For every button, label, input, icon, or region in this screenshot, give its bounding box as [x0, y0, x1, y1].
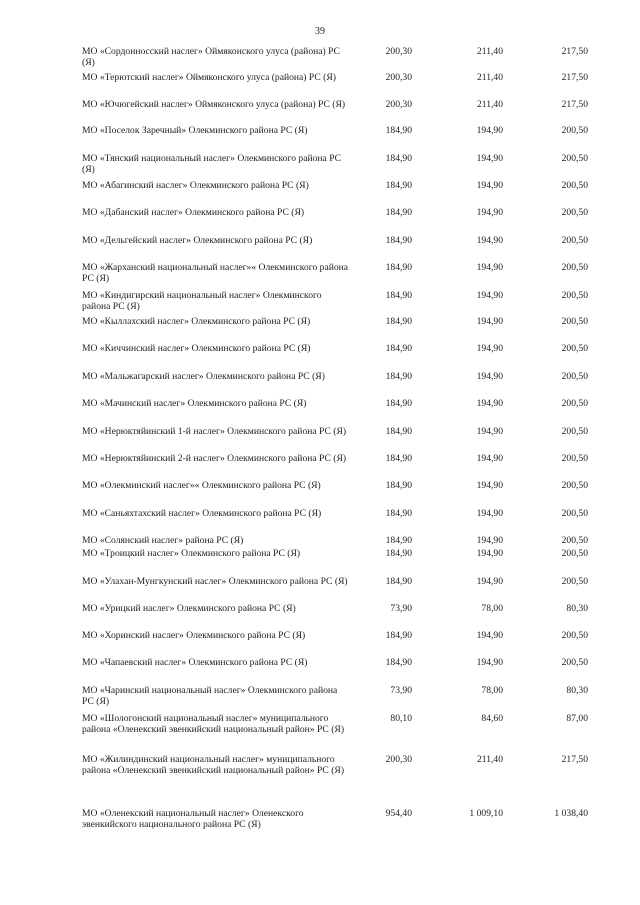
row-value-1: 184,90: [385, 207, 412, 218]
row-name: МО «Нерюктяйинский 2-й наслег» Олекминского района РС (Я): [82, 453, 347, 464]
row-value-2: 1 009,10: [469, 808, 503, 819]
row-value-3: 200,50: [561, 207, 588, 218]
page-number: 39: [315, 26, 325, 37]
row-name: МО «Солянский наслег» района РС (Я): [82, 535, 244, 546]
row-value-3: 200,50: [561, 316, 588, 327]
row-value-2: 194,90: [476, 207, 503, 218]
row-name: МО «Жарханский национальный наслег»« Олекминского района РС (Я): [82, 262, 349, 284]
row-value-1: 184,90: [385, 235, 412, 246]
row-value-2: 211,40: [476, 99, 503, 110]
row-value-1: 184,90: [385, 371, 412, 382]
row-name: МО «Сордонносский наслег» Оймяконского улуса (района) РС (Я): [82, 46, 340, 68]
row-name: МО «Кыллахский наслег» Олекминского района РС (Я): [82, 316, 311, 327]
row-name: МО «Хоринский наслег» Олекминского района РС (Я): [82, 630, 306, 641]
row-value-3: 200,50: [561, 480, 588, 491]
row-value-3: 200,50: [561, 343, 588, 354]
row-value-1: 184,90: [385, 480, 412, 491]
row-value-3: 80,30: [566, 685, 588, 696]
row-value-3: 217,50: [561, 72, 588, 83]
row-value-3: 200,50: [561, 426, 588, 437]
row-name: МО «Дельгейский наслег» Олекминского района РС (Я): [82, 235, 313, 246]
row-value-2: 211,40: [476, 46, 503, 57]
row-value-1: 184,90: [385, 290, 412, 301]
row-value-3: 87,00: [566, 713, 588, 724]
row-name: МО «Киччинский наслег» Олекминского района РС (Я): [82, 343, 311, 354]
row-value-1: 184,90: [385, 453, 412, 464]
row-value-2: 194,90: [476, 535, 503, 546]
row-value-3: 217,50: [561, 99, 588, 110]
row-value-2: 194,90: [476, 371, 503, 382]
row-value-2: 194,90: [476, 576, 503, 587]
row-name: МО «Олекминский наслег»« Олекминского района РС (Я): [82, 480, 321, 491]
row-value-2: 194,90: [476, 548, 503, 559]
row-value-3: 200,50: [561, 548, 588, 559]
row-value-2: 194,90: [476, 630, 503, 641]
row-value-3: 200,50: [561, 180, 588, 191]
row-name: МО «Дабанский наслег» Олекминского района РС (Я): [82, 207, 305, 218]
row-name: МО «Чаринский национальный наслег» Олекминского района РС (Я): [82, 685, 338, 707]
row-value-2: 194,90: [476, 290, 503, 301]
row-value-2: 78,00: [481, 603, 503, 614]
row-value-3: 80,30: [566, 603, 588, 614]
row-value-3: 200,50: [561, 398, 588, 409]
row-value-3: 200,50: [561, 630, 588, 641]
row-value-1: 73,90: [390, 603, 412, 614]
row-name: МО «Саньяхтахский наслег» Олекминского района РС (Я): [82, 508, 322, 519]
row-value-1: 184,90: [385, 630, 412, 641]
row-name: МО «Поселок Заречный» Олекминского района РС (Я): [82, 125, 308, 136]
row-name: МО «Абагинский наслег» Олекминского района РС (Я): [82, 180, 309, 191]
row-value-3: 200,50: [561, 371, 588, 382]
row-name: МО «Мальжагарский наслег» Олекминского района РС (Я): [82, 371, 325, 382]
row-value-3: 200,50: [561, 657, 588, 668]
row-name: МО «Урицкий наслег» Олекминского района РС (Я): [82, 603, 296, 614]
row-name: МО «Мачинский наслег» Олекминского района РС (Я): [82, 398, 307, 409]
row-name: МО «Киндигирский национальный наслег» Олекминского района РС (Я): [82, 290, 322, 312]
row-value-2: 194,90: [476, 480, 503, 491]
row-value-1: 200,30: [385, 46, 412, 57]
row-value-2: 194,90: [476, 262, 503, 273]
row-value-1: 73,90: [390, 685, 412, 696]
row-value-1: 184,90: [385, 343, 412, 354]
row-value-1: 184,90: [385, 398, 412, 409]
row-value-2: 194,90: [476, 316, 503, 327]
row-value-1: 184,90: [385, 262, 412, 273]
row-value-2: 194,90: [476, 125, 503, 136]
row-value-1: 184,90: [385, 426, 412, 437]
row-name: МО «Тянский национальный наслег» Олекминского района РС (Я): [82, 153, 342, 175]
row-value-2: 194,90: [476, 153, 503, 164]
row-value-2: 194,90: [476, 398, 503, 409]
row-value-3: 217,50: [561, 754, 588, 765]
row-value-1: 184,90: [385, 657, 412, 668]
row-value-1: 200,30: [385, 99, 412, 110]
row-value-2: 211,40: [476, 754, 503, 765]
row-value-3: 200,50: [561, 576, 588, 587]
row-value-1: 184,90: [385, 180, 412, 191]
row-name: МО «Шологонский национальный наслег» муниципального района «Оленекский эвенкийский национальный район» РС (Я): [82, 713, 345, 735]
row-value-2: 84,60: [481, 713, 503, 724]
row-value-2: 211,40: [476, 72, 503, 83]
row-value-2: 194,90: [476, 426, 503, 437]
row-value-1: 184,90: [385, 153, 412, 164]
row-value-3: 200,50: [561, 153, 588, 164]
row-value-1: 184,90: [385, 508, 412, 519]
row-value-2: 194,90: [476, 343, 503, 354]
row-value-3: 217,50: [561, 46, 588, 57]
row-value-1: 184,90: [385, 125, 412, 136]
row-value-3: 200,50: [561, 508, 588, 519]
row-value-1: 184,90: [385, 576, 412, 587]
row-value-2: 194,90: [476, 180, 503, 191]
row-value-1: 184,90: [385, 316, 412, 327]
row-value-2: 194,90: [476, 657, 503, 668]
row-value-2: 194,90: [476, 453, 503, 464]
row-value-3: 200,50: [561, 262, 588, 273]
row-name: МО «Улахан-Мунгкунский наслег» Олекминского района РС (Я): [82, 576, 348, 587]
row-value-3: 200,50: [561, 235, 588, 246]
row-name: МО «Жилиндинский национальный наслег» муниципального района «Оленекский эвенкийский национальный район» РС (Я): [82, 754, 345, 776]
row-value-3: 200,50: [561, 453, 588, 464]
row-value-1: 200,30: [385, 72, 412, 83]
row-value-2: 194,90: [476, 235, 503, 246]
row-value-1: 184,90: [385, 548, 412, 559]
row-value-3: 1 038,40: [554, 808, 588, 819]
row-value-1: 200,30: [385, 754, 412, 765]
row-value-1: 954,40: [385, 808, 412, 819]
row-value-3: 200,50: [561, 290, 588, 301]
row-name: МО «Нерюктяйинский 1-й наслег» Олекминского района РС (Я): [82, 426, 347, 437]
row-name: МО «Ючюгейский наслег» Оймяконского улуса (района) РС (Я): [82, 99, 346, 110]
row-value-2: 78,00: [481, 685, 503, 696]
row-name: МО «Чапаевский наслег» Олекминского района РС (Я): [82, 657, 308, 668]
row-value-3: 200,50: [561, 125, 588, 136]
row-value-3: 200,50: [561, 535, 588, 546]
row-name: МО «Троицкий наслег» Олекминского района РС (Я): [82, 548, 301, 559]
row-value-2: 194,90: [476, 508, 503, 519]
row-name: МО «Оленекский национальный наслег» Оленекского эвенкийского национального района РС (Я): [82, 808, 304, 830]
row-name: МО «Терютский наслег» Оймяконского улуса (района) РС (Я): [82, 72, 336, 83]
row-value-1: 80,10: [390, 713, 412, 724]
row-value-1: 184,90: [385, 535, 412, 546]
